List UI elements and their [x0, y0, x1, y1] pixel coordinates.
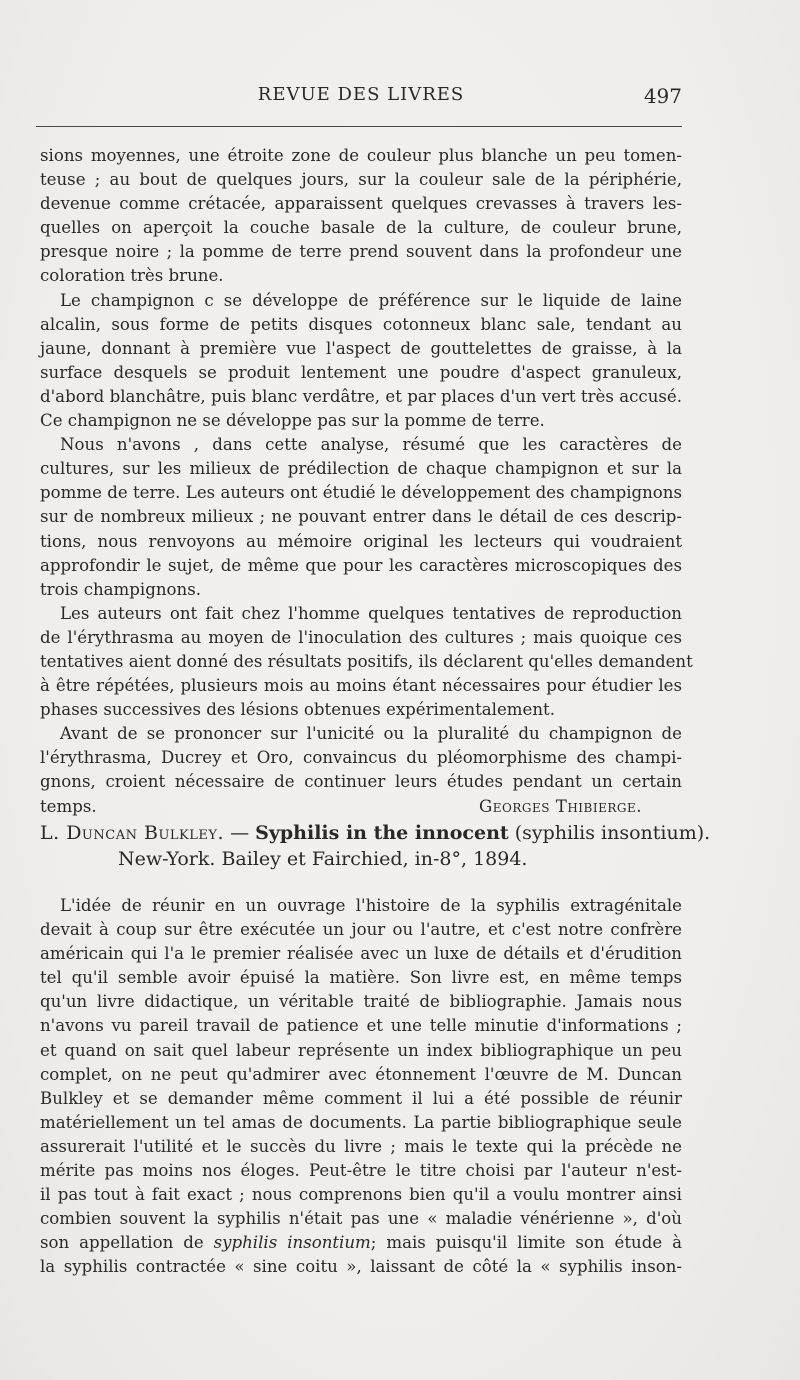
review-heading-line-1 [40, 820, 711, 846]
text-line: mérite pas moins nos éloges. Peut-être le titre choisi par l'auteur n'est- [40, 1161, 682, 1181]
text-line: Les auteurs ont fait chez l'homme quelques tentatives de reproduction [60, 603, 682, 623]
text-line: temps. [40, 796, 97, 816]
text-line: matériellement un tel amas de documents. La partie bibliographique seule [40, 1112, 682, 1132]
text-line: Avant de se prononcer sur l'unicité ou la pluralité du champignon de [60, 724, 682, 744]
text-line: devenue comme crétacée, apparaissent quelques crevasses à travers les- [40, 194, 682, 214]
text-line: jaune, donnant à première vue l'aspect de gouttelettes de graisse, à la [40, 338, 682, 358]
paragraph-3 [40, 433, 682, 602]
paragraph-4 [40, 602, 693, 722]
header-rule [36, 126, 682, 127]
page-header [40, 84, 682, 112]
text-line: cultures, sur les milieux de prédilection de chaque champignon et sur la [40, 459, 682, 479]
text-line: n'avons vu pareil travail de patience et une telle minutie d'informations ; [40, 1016, 682, 1036]
text-line: sur de nombreux milieux ; ne pouvant entrer dans le détail de ces descrip- [40, 507, 682, 527]
signature-line [40, 795, 682, 819]
text-line: teuse ; au bout de quelques jours, sur la couleur sale de la périphérie, [40, 170, 682, 190]
author-signature: Georges Thibierge. [479, 796, 642, 816]
text-line: phases successives des lésions obtenues expérimentalement. [40, 700, 555, 720]
text-line: devait à coup sur être exécutée un jour ou l'autre, et c'est notre confrère [40, 920, 682, 940]
text-line: Nous n'avons , dans cette analyse, résumé que les caractères de [60, 435, 682, 455]
text-line: de l'érythrasma au moyen de l'inoculation des cultures ; mais quoique ces [40, 627, 682, 647]
text-line: approfondir le sujet, de même que pour les caractères microscopiques des [40, 555, 682, 575]
text-line: tel qu'il semble avoir épuisé la matière. Son livre est, en même temps [40, 968, 682, 988]
text-line: à être répétées, plusieurs mois au moins étant nécessaires pour étudier les [40, 676, 682, 696]
text-line: qu'un livre didactique, un véritable traité de bibliographie. Jamais nous [40, 992, 682, 1012]
text-line: il pas tout à fait exact ; nous comprenons bien qu'il a voulu montrer ainsi [40, 1185, 682, 1205]
running-title: REVUE DES LIVRES [257, 84, 465, 105]
text-line: trois champignons. [40, 579, 202, 599]
text-line-with-italic [40, 1231, 682, 1255]
text-line: Ce champignon ne se développe pas sur la pomme de terre. [40, 411, 545, 431]
text-line: pomme de terre. Les auteurs ont étudié le développement des champignons [40, 483, 682, 503]
paragraph-5 [40, 722, 682, 818]
page-number: 497 [643, 84, 682, 108]
text-line: la syphilis contractée « sine coitu », laissant de côté la « syphilis inson- [40, 1257, 682, 1277]
review-body [40, 894, 682, 1280]
text-line: gnons, croient nécessaire de continuer leurs études pendant un certain [40, 772, 682, 792]
review-book-title: Syphilis in the innocent [255, 822, 509, 844]
paragraph-1 [40, 144, 682, 289]
text-line: tions, nous renvoyons au mémoire original les lecteurs qui voudraient [40, 531, 682, 551]
text-line: américain qui l'a le premier réalisée avec un luxe de détails et d'érudition [40, 944, 682, 964]
text-line: assurerait l'utilité et le succès du livre ; mais le texte qui la précède ne [40, 1136, 682, 1156]
text-line: coloration très brune. [40, 266, 224, 286]
text-line: et quand on sait quel labeur représente un index bibliographique un peu [40, 1040, 682, 1060]
text-segment: ; mais puisqu'il limite son étude à [370, 1233, 683, 1253]
text-line: tentatives aient donné des résultats positifs, ils déclarent qu'elles demandent [40, 651, 693, 671]
text-line: sions moyennes, une étroite zone de couleur plus blanche un peu tomen- [40, 146, 682, 165]
text-segment: son appellation de [40, 1233, 214, 1253]
italic-term: syphilis insontium [213, 1233, 371, 1253]
text-line: d'abord blanchâtre, puis blanc verdâtre, et par places d'un vert très accusé. [40, 386, 682, 406]
heading-dash: — [230, 822, 250, 844]
review-publisher: New-York. Bailey et Fairchied, in-8°, 1894. [118, 848, 528, 870]
text-line: complet, on ne peut qu'admirer avec étonnement l'œuvre de M. Duncan [40, 1064, 682, 1084]
paragraph-2 [40, 289, 682, 434]
text-line: combien souvent la syphilis n'était pas une « maladie vénérienne », d'où [40, 1209, 682, 1229]
text-line: alcalin, sous forme de petits disques cotonneux blanc sale, tendant au [40, 314, 682, 334]
review-book-subtitle: (syphilis insontium). [514, 822, 711, 844]
review-author: L. Duncan Bulkley. [40, 822, 225, 844]
text-line: surface desquels se produit lentement une poudre d'aspect granuleux, [40, 362, 682, 382]
article-continuation [40, 144, 693, 819]
text-line: L'idée de réunir en un ouvrage l'histoire de la syphilis extragénitale [60, 896, 682, 915]
text-line: l'érythrasma, Ducrey et Oro, convaincus du pléomorphisme des champi- [40, 748, 682, 768]
text-line: Le champignon c se développe de préférence sur le liquide de laine [60, 290, 682, 310]
text-line: quelles on aperçoit la couche basale de la culture, de couleur brune, [40, 218, 682, 238]
text-line: presque noire ; la pomme de terre prend souvent dans la profondeur une [40, 242, 682, 262]
review-heading [40, 820, 711, 872]
text-line: Bulkley et se demander même comment il lui a été possible de réunir [40, 1088, 682, 1108]
